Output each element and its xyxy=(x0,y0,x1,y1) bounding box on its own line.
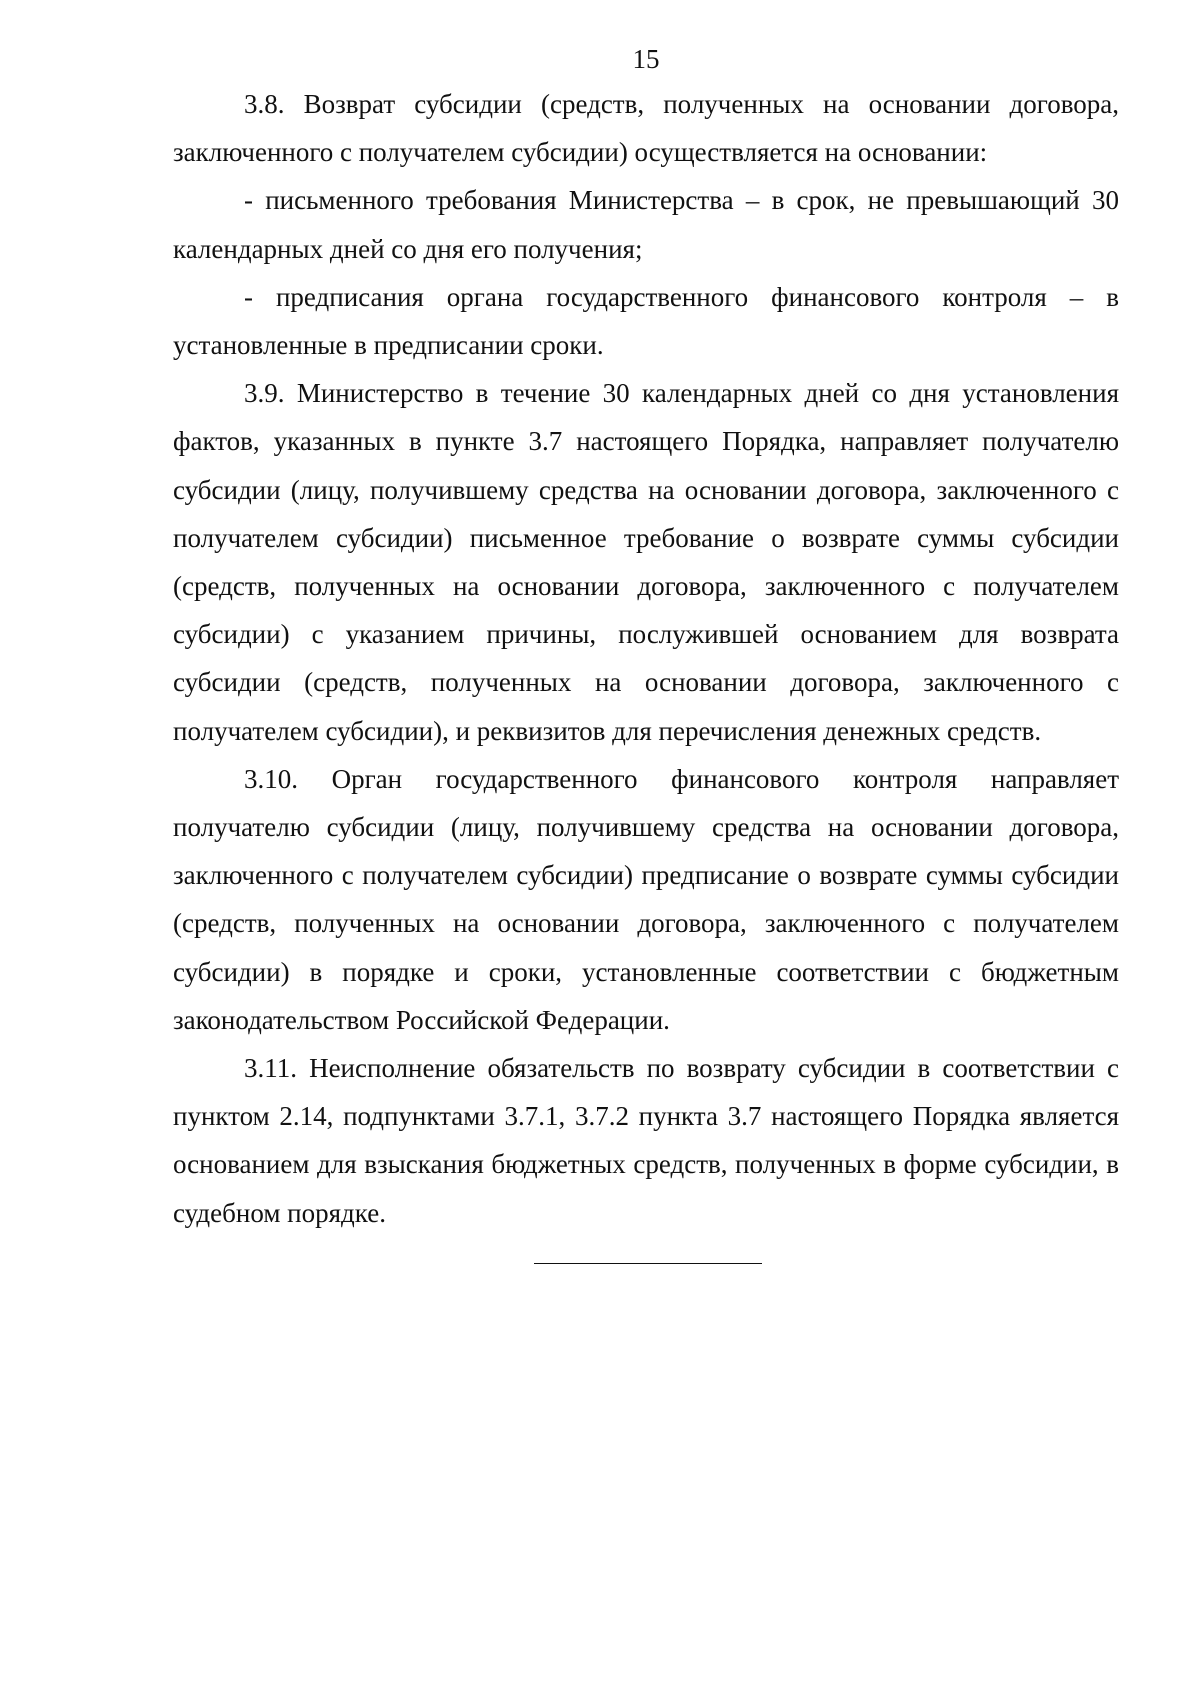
paragraph-3-8: 3.8. Возврат субсидии (средств, полученных на основании договора, заключенного с получателем субсидии) осуществляется на основании: xyxy=(173,89,1119,168)
list-item-written-demand: - письменного требования Министерства – в срок, не превышающий 30 календарных дней со дня его получения; xyxy=(173,185,1119,264)
paragraph-3-9: 3.9. Министерство в течение 30 календарных дней со дня установления фактов, указанных в пункте 3.7 настоящего Порядка, направляет получателю субсидии (лицу, получившему средства на основании договора, заключенного с получателем субсидии) письменное требование о возврате суммы субсидии (средств, полученных на основании договора, заключенного с получателем субсидии) с указанием причины, послужившей основанием для возврата субсидии (средств, полученных на основании договора, заключенного с получателем субсидии), и реквизитов для перечисления денежных средств. xyxy=(173,378,1119,746)
list-item-control-order: - предписания органа государственного финансового контроля – в установленные в предписании сроки. xyxy=(173,281,1119,361)
paragraph-3-10: 3.10. Орган государственного финансового контроля направляет получателю субсидии (лицу, получившему средства на основании договора, заключенного с получателем субсидии) предписание о возврате суммы субсидии (средств, полученных на основании договора, заключенного с получателем субсидии) в порядке и сроки, установленные соответствии с бюджетным законодательством Российской Федерации. xyxy=(173,763,1119,1035)
document-page xyxy=(173,40,1119,1264)
page-number: 15 xyxy=(632,44,660,74)
end-of-document-rule xyxy=(534,1263,762,1264)
paragraph-3-11: 3.11. Неисполнение обязательств по возврату субсидии в соответствии с пунктом 2.14, подпунктами 3.7.1, 3.7.2 пункта 3.7 настоящего Порядка является основанием для взыскания бюджетных средств, полученных в форме субсидии, в судебном порядке. xyxy=(173,1053,1119,1228)
